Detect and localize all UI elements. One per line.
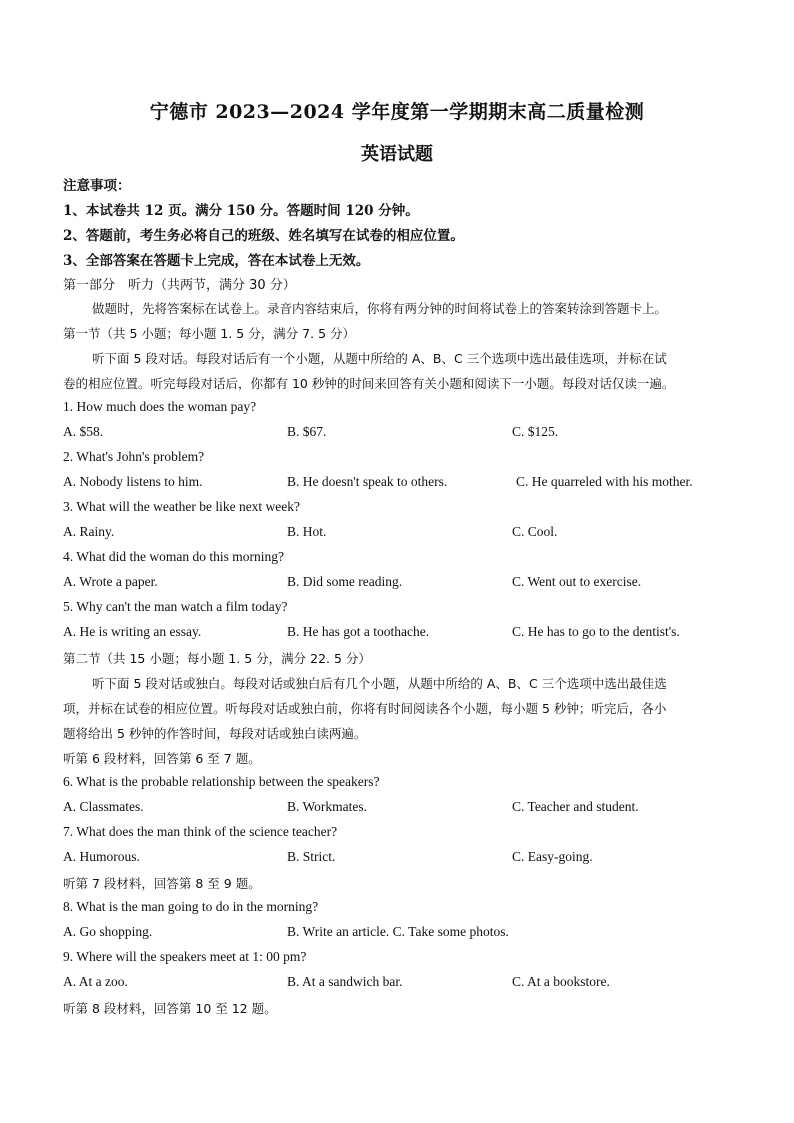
question-text: 5. Why can't the man watch a film today?	[63, 599, 288, 614]
question-text: 4. What did the woman do this morning?	[63, 549, 284, 564]
option-a: A. $58.	[63, 424, 104, 439]
question-text: 6. What is the probable relationship between the speakers?	[63, 774, 380, 789]
question-text: 7. What does the man think of the science teacher?	[63, 824, 338, 839]
option-b: B. $67.	[287, 424, 327, 439]
material-intro: 听第 7 段材料，回答第 8 至 9 题。	[63, 876, 261, 891]
option-c: C. $125.	[512, 424, 559, 439]
question-text: 8. What is the man going to do in the morning?	[63, 899, 319, 914]
option-c: C. Cool.	[512, 524, 558, 539]
option-c: C. He has to go to the dentist's.	[512, 624, 680, 639]
notes-heading: 注意事项：	[63, 178, 131, 194]
option-b: B. Did some reading.	[287, 574, 403, 589]
option-c: C. Went out to exercise.	[512, 574, 642, 589]
section2-direction: 项，并标在试卷的相应位置。听每段对话或独白前，你将有时间阅读各个小题，每小题 5 秒钟；听完后，各小	[63, 701, 667, 716]
part1-heading: 第一部分 听力（共两节，满分 30 分）	[63, 278, 296, 293]
option-c: C. Teacher and student.	[512, 799, 639, 814]
option-b: B. Workmates.	[287, 799, 368, 814]
section2-direction: 听下面 5 段对话或独白。每段对话或独白后有几个小题，从题中所给的 A、B、C 三个选项中选出最佳选	[92, 676, 667, 691]
part1-instruction: 做题时，先将答案标在试卷上。录音内容结束后，你将有两分钟的时间将试卷上的答案转涂到答题卡上。	[92, 301, 668, 316]
option-a: A. Classmates.	[63, 799, 144, 814]
option-a: A. Humorous.	[63, 849, 140, 864]
option-b: B. Hot.	[287, 524, 327, 539]
option-b: B. At a sandwich bar.	[287, 974, 403, 989]
exam-subtitle: 英语试题	[361, 144, 433, 165]
option-c: C. At a bookstore.	[512, 974, 610, 989]
note-item: 1、本试卷共 12 页。满分 150 分。答题时间 120 分钟。	[63, 203, 419, 219]
note-item: 2、答题前，考生务必将自己的班级、姓名填写在试卷的相应位置。	[63, 228, 464, 244]
option-c: C. Easy-going.	[512, 849, 593, 864]
section1-direction: 卷的相应位置。听完每段对话后，你都有 10 秒钟的时间来回答有关小题和阅读下一小题。每段对话仅读一遍。	[63, 376, 675, 391]
material-intro: 听第 8 段材料，回答第 10 至 12 题。	[63, 1001, 277, 1016]
option-b: B. Strict.	[287, 849, 336, 864]
question-text: 1. How much does the woman pay?	[63, 399, 257, 414]
question-text: 3. What will the weather be like next week?	[63, 499, 301, 514]
option-a: A. Rainy.	[63, 524, 115, 539]
option-c: C. He quarreled with his mother.	[516, 474, 693, 489]
material-intro: 听第 6 段材料，回答第 6 至 7 题。	[63, 751, 261, 766]
option-b: B. Write an article. C. Take some photos.	[287, 924, 509, 939]
option-b: B. He has got a toothache.	[287, 624, 430, 639]
question-text: 2. What's John's problem?	[63, 449, 205, 464]
option-a: A. Wrote a paper.	[63, 574, 158, 589]
section2-direction: 题将给出 5 秒钟的作答时间，每段对话或独白读两遍。	[63, 726, 367, 741]
option-a: A. He is writing an essay.	[63, 624, 202, 639]
option-b: B. He doesn't speak to others.	[287, 474, 448, 489]
option-a: A. Go shopping.	[63, 924, 153, 939]
exam-title: 宁德市 2023—2024 学年度第一学期期末高二质量检测	[149, 101, 645, 123]
question-text: 9. Where will the speakers meet at 1: 00 pm?	[63, 949, 307, 964]
section2-heading: 第二节（共 15 小题；每小题 1. 5 分，满分 22. 5 分）	[63, 651, 371, 666]
section1-heading: 第一节（共 5 小题；每小题 1. 5 分，满分 7. 5 分）	[63, 326, 355, 341]
section1-direction: 听下面 5 段对话。每段对话后有一个小题，从题中所给的 A、B、C 三个选项中选出最佳选项，并标在试	[92, 351, 667, 366]
option-a: A. At a zoo.	[63, 974, 128, 989]
option-a: A. Nobody listens to him.	[63, 474, 203, 489]
note-item: 3、全部答案在答题卡上完成，答在本试卷上无效。	[63, 253, 370, 269]
